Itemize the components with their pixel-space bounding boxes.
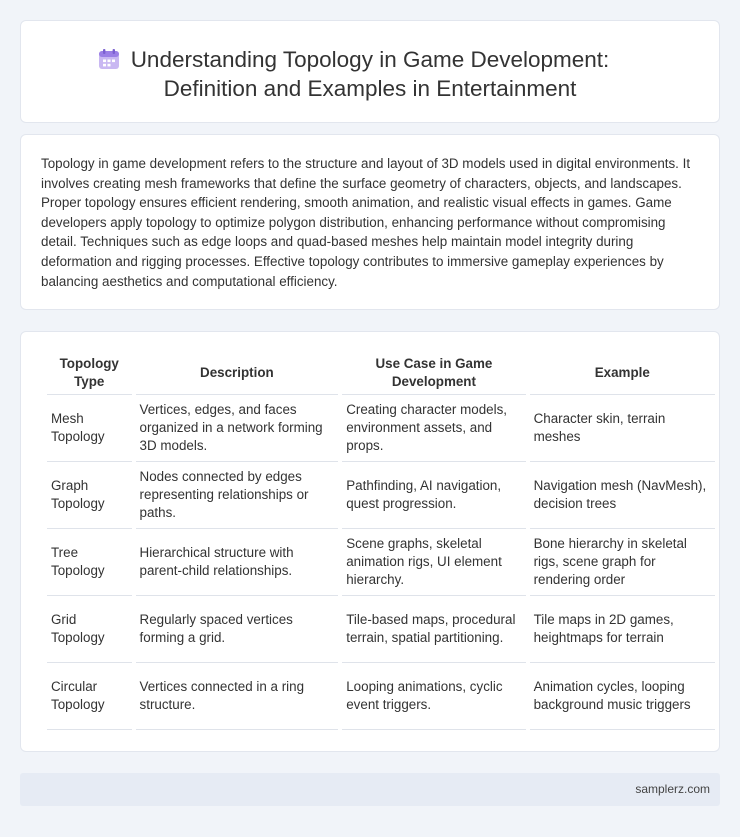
table-row — [47, 529, 715, 596]
table-cell: Grid Topology — [47, 596, 132, 663]
table-cell: Vertices, edges, and faces organized in a network forming 3D models. — [136, 395, 339, 462]
table-cell: Tile maps in 2D games, heightmaps for terrain — [530, 596, 715, 663]
table-cell: Tile-based maps, procedural terrain, spatial partitioning. — [342, 596, 525, 663]
table-cell: Character skin, terrain meshes — [530, 395, 715, 462]
table-row — [47, 462, 715, 529]
table-header-row — [47, 351, 715, 395]
page-title — [21, 45, 719, 103]
table-cell: Animation cycles, looping background music triggers — [530, 663, 715, 730]
table-row — [47, 663, 715, 730]
table-cell: Graph Topology — [47, 462, 132, 529]
column-header: Example — [530, 351, 715, 395]
table-cell: Tree Topology — [47, 529, 132, 596]
page-title-line-1: Understanding Topology in Game Development: — [130, 47, 610, 72]
table-cell: Looping animations, cyclic event triggers. — [342, 663, 525, 730]
table-row — [47, 395, 715, 462]
column-header: Topology Type — [47, 351, 132, 395]
table-cell: Circular Topology — [47, 663, 132, 730]
page-title-line-2: Definition and Examples in Entertainment — [163, 76, 577, 101]
intro-card — [20, 134, 720, 310]
footer-bar — [20, 773, 720, 806]
table-row — [47, 596, 715, 663]
table-cell: Pathfinding, AI navigation, quest progression. — [342, 462, 525, 529]
title-card — [20, 20, 720, 123]
column-header: Description — [136, 351, 339, 395]
footer-site-link[interactable]: samplerz.com — [635, 782, 710, 796]
table-cell: Navigation mesh (NavMesh), decision trees — [530, 462, 715, 529]
table-cell: Vertices connected in a ring structure. — [136, 663, 339, 730]
table-cell: Regularly spaced vertices forming a grid. — [136, 596, 339, 663]
table-cell: Nodes connected by edges representing relationships or paths. — [136, 462, 339, 529]
intro-paragraph: Topology in game development refers to the structure and layout of 3D models used in digital environments. It involves creating mesh frameworks that define the surface geometry of characters, objects, and landscapes. Proper topology ensures efficient rendering, smooth animation, and realistic visual effects in games. Game developers apply topology to optimize polygon distribution, enhancing performance without compromising detail. Techniques such as edge loops and quad-based meshes help maintain model integrity during deformation and rigging processes. Effective topology contributes to immersive gameplay experiences by balancing aesthetics and computational efficiency. — [41, 156, 691, 289]
table-cell: Bone hierarchy in skeletal rigs, scene graph for rendering order — [530, 529, 715, 596]
table-cell: Mesh Topology — [47, 395, 132, 462]
topology-table — [43, 351, 719, 730]
table-cell: Scene graphs, skeletal animation rigs, UI element hierarchy. — [342, 529, 525, 596]
table-cell: Hierarchical structure with parent-child relationships. — [136, 529, 339, 596]
column-header: Use Case in Game Development — [342, 351, 525, 395]
table-cell: Creating character models, environment assets, and props. — [342, 395, 525, 462]
table-card — [20, 331, 720, 752]
